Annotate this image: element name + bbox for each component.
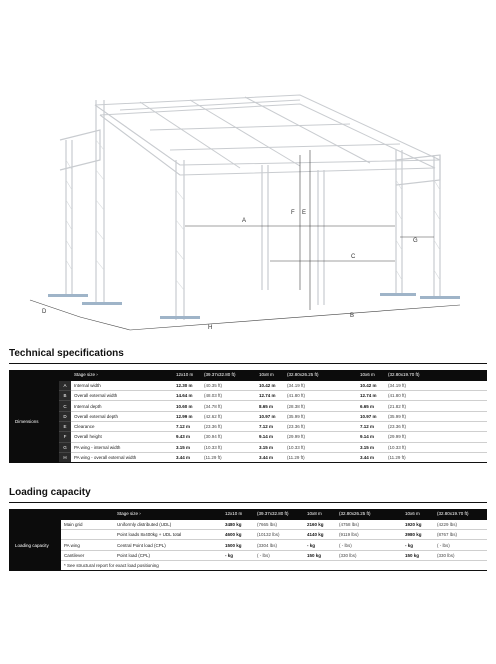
value-imperial: (10.33 ft) xyxy=(201,442,256,452)
table-row xyxy=(9,530,487,540)
value-imperial: (11.29 ft) xyxy=(284,452,357,462)
value-metric: 3480 kg xyxy=(222,519,254,529)
value-metric: 9.14 m xyxy=(357,432,385,442)
value-imperial: (23.36 ft) xyxy=(284,421,357,431)
row-letter: A xyxy=(59,380,71,390)
value-metric: 12.74 m xyxy=(256,391,284,401)
value-metric: 9.14 m xyxy=(256,432,284,442)
size-name: 12x10 m xyxy=(222,509,254,519)
label-b: B xyxy=(350,313,355,319)
value-imperial: (29.99 ft) xyxy=(385,432,487,442)
size-imperial: (39.37x32.80 ft) xyxy=(201,370,256,380)
row-label: Clearance xyxy=(71,421,173,431)
value-metric: 10.42 m xyxy=(256,380,284,390)
value-imperial: (11.29 ft) xyxy=(385,452,487,462)
size-name: 12x10 m xyxy=(173,370,201,380)
value-imperial: (35.99 ft) xyxy=(385,411,487,421)
label-f: F xyxy=(291,210,295,216)
stage-truss-diagram xyxy=(0,80,496,350)
table-header-row xyxy=(9,370,487,380)
label-g: G xyxy=(413,238,418,244)
row-letter: B xyxy=(59,391,71,401)
value-metric: - kg xyxy=(304,540,336,550)
label-d: D xyxy=(42,309,47,315)
size-imperial: (39.37x32.80 ft) xyxy=(254,509,304,519)
size-name: 10x8 m xyxy=(256,370,284,380)
value-imperial: (42.62 ft) xyxy=(201,411,256,421)
label-a: A xyxy=(242,218,247,224)
value-metric: 6.65 m xyxy=(357,401,385,411)
value-metric: 7.12 m xyxy=(173,421,201,431)
label-h: H xyxy=(208,325,213,331)
value-metric: 10.60 m xyxy=(173,401,201,411)
loading-capacity-table xyxy=(9,509,487,571)
value-metric: 12.74 m xyxy=(357,391,385,401)
value-imperial: (34.78 ft) xyxy=(201,401,256,411)
value-metric: 150 kg xyxy=(304,550,336,560)
value-imperial: (10.33 ft) xyxy=(385,442,487,452)
value-imperial: (9119 lbs) xyxy=(336,530,402,540)
table-row xyxy=(9,421,487,431)
value-imperial: (7665 lbs) xyxy=(254,519,304,529)
value-imperial: (11.29 ft) xyxy=(201,452,256,462)
value-imperial: (4758 lbs) xyxy=(336,519,402,529)
table-row xyxy=(9,401,487,411)
row-label: PA wing - internal width xyxy=(71,442,173,452)
table-row xyxy=(9,452,487,462)
value-imperial: (40.35 ft) xyxy=(201,380,256,390)
row-letter: G xyxy=(59,442,71,452)
table-note-row xyxy=(9,560,487,570)
loading-title-rule xyxy=(9,502,487,503)
value-imperial: (330 lbs) xyxy=(434,550,487,560)
value-imperial: (23.36 ft) xyxy=(385,421,487,431)
value-imperial: (23.36 ft) xyxy=(201,421,256,431)
value-metric: 14.64 m xyxy=(173,391,201,401)
row-label: Uniformly distributed (UDL) xyxy=(114,519,222,529)
value-imperial: (29.99 ft) xyxy=(284,432,357,442)
value-metric: 3.44 m xyxy=(256,452,284,462)
row-letter: H xyxy=(59,452,71,462)
value-metric: 1500 kg xyxy=(222,540,254,550)
value-imperial: (34.19 ft) xyxy=(385,380,487,390)
table-row xyxy=(9,411,487,421)
size-imperial: (32.80x19.70 ft) xyxy=(385,370,487,380)
value-metric: 8.65 m xyxy=(256,401,284,411)
row-letter: F xyxy=(59,432,71,442)
value-metric: 150 kg xyxy=(402,550,434,560)
value-metric: 10.97 m xyxy=(357,411,385,421)
row-category xyxy=(61,530,114,540)
label-e: E xyxy=(302,210,307,216)
row-label: Internal depth xyxy=(71,401,173,411)
value-metric: 1920 kg xyxy=(402,519,434,529)
value-metric: 12.30 m xyxy=(173,380,201,390)
row-label: Overall height xyxy=(71,432,173,442)
value-metric: 7.12 m xyxy=(357,421,385,431)
value-imperial: (330 lbs) xyxy=(336,550,402,560)
value-metric: 10.97 m xyxy=(256,411,284,421)
value-imperial: (34.19 ft) xyxy=(284,380,357,390)
table-row xyxy=(9,519,487,529)
value-metric: 10.42 m xyxy=(357,380,385,390)
size-name: 10x8 m xyxy=(304,509,336,519)
table-row xyxy=(9,380,487,390)
value-imperial: (10132 lbs) xyxy=(254,530,304,540)
value-imperial: ( - lbs) xyxy=(254,550,304,560)
row-letter: E xyxy=(59,421,71,431)
row-label: Point load (CPL) xyxy=(114,550,222,560)
value-imperial: ( - lbs) xyxy=(336,540,402,550)
truss-drawing xyxy=(0,80,496,350)
stage-size-label: Stage size › xyxy=(71,370,173,380)
row-category: Main grid xyxy=(61,519,114,529)
value-imperial: (48.03 ft) xyxy=(201,391,256,401)
row-label: Overall external width xyxy=(71,391,173,401)
row-label: Overall external depth xyxy=(71,411,173,421)
value-metric: 2160 kg xyxy=(304,519,336,529)
table-header-row xyxy=(9,509,487,519)
value-metric: - kg xyxy=(222,550,254,560)
value-metric: - kg xyxy=(402,540,434,550)
size-imperial: (32.80x26.25 ft) xyxy=(284,370,357,380)
value-metric: 7.12 m xyxy=(256,421,284,431)
structural-report-note: * See structural report for exact load positioning xyxy=(61,560,487,570)
value-imperial: (8767 lbs) xyxy=(434,530,487,540)
size-imperial: (32.80x19.70 ft) xyxy=(434,509,487,519)
value-metric: 3.44 m xyxy=(357,452,385,462)
table-row xyxy=(9,432,487,442)
value-metric: 9.43 m xyxy=(173,432,201,442)
value-imperial: (3304 lbs) xyxy=(254,540,304,550)
value-imperial: (35.99 ft) xyxy=(284,411,357,421)
value-metric: 4600 kg xyxy=(222,530,254,540)
value-metric: 12.99 m xyxy=(173,411,201,421)
value-metric: 3.15 m xyxy=(173,442,201,452)
table-row xyxy=(9,442,487,452)
size-name: 10x6 m xyxy=(357,370,385,380)
technical-title-rule xyxy=(9,363,487,364)
value-imperial: (4229 lbs) xyxy=(434,519,487,529)
dimensions-group-label: Dimensions xyxy=(9,380,59,462)
value-metric: 3.44 m xyxy=(173,452,201,462)
value-metric: 4140 kg xyxy=(304,530,336,540)
row-letter: C xyxy=(59,401,71,411)
table-row xyxy=(9,550,487,560)
size-imperial: (32.80x26.25 ft) xyxy=(336,509,402,519)
row-category: Cantilever xyxy=(61,550,114,560)
row-label: Central Point load (CPL) xyxy=(114,540,222,550)
technical-specifications-table xyxy=(9,370,487,463)
value-imperial: ( - lbs) xyxy=(434,540,487,550)
value-imperial: (28.38 ft) xyxy=(284,401,357,411)
value-metric: 3980 kg xyxy=(402,530,434,540)
table-row xyxy=(9,540,487,550)
technical-specifications-title: Technical specifications xyxy=(9,348,124,359)
value-metric: 3.15 m xyxy=(357,442,385,452)
row-label: Point loads 8x400kg + UDL total xyxy=(114,530,222,540)
value-metric: 3.15 m xyxy=(256,442,284,452)
loading-capacity-title: Loading capacity xyxy=(9,487,91,498)
table-row xyxy=(9,391,487,401)
value-imperial: (30.94 ft) xyxy=(201,432,256,442)
loading-group-label: Loading capacity xyxy=(9,519,61,570)
value-imperial: (21.82 ft) xyxy=(385,401,487,411)
row-category: PA wing xyxy=(61,540,114,550)
row-letter: D xyxy=(59,411,71,421)
value-imperial: (41.80 ft) xyxy=(385,391,487,401)
value-imperial: (10.33 ft) xyxy=(284,442,357,452)
stage-size-label: Stage size › xyxy=(114,509,222,519)
value-imperial: (41.80 ft) xyxy=(284,391,357,401)
row-label: PA wing - overall external width xyxy=(71,452,173,462)
row-label: Internal width xyxy=(71,380,173,390)
label-c: C xyxy=(351,254,356,260)
size-name: 10x6 m xyxy=(402,509,434,519)
